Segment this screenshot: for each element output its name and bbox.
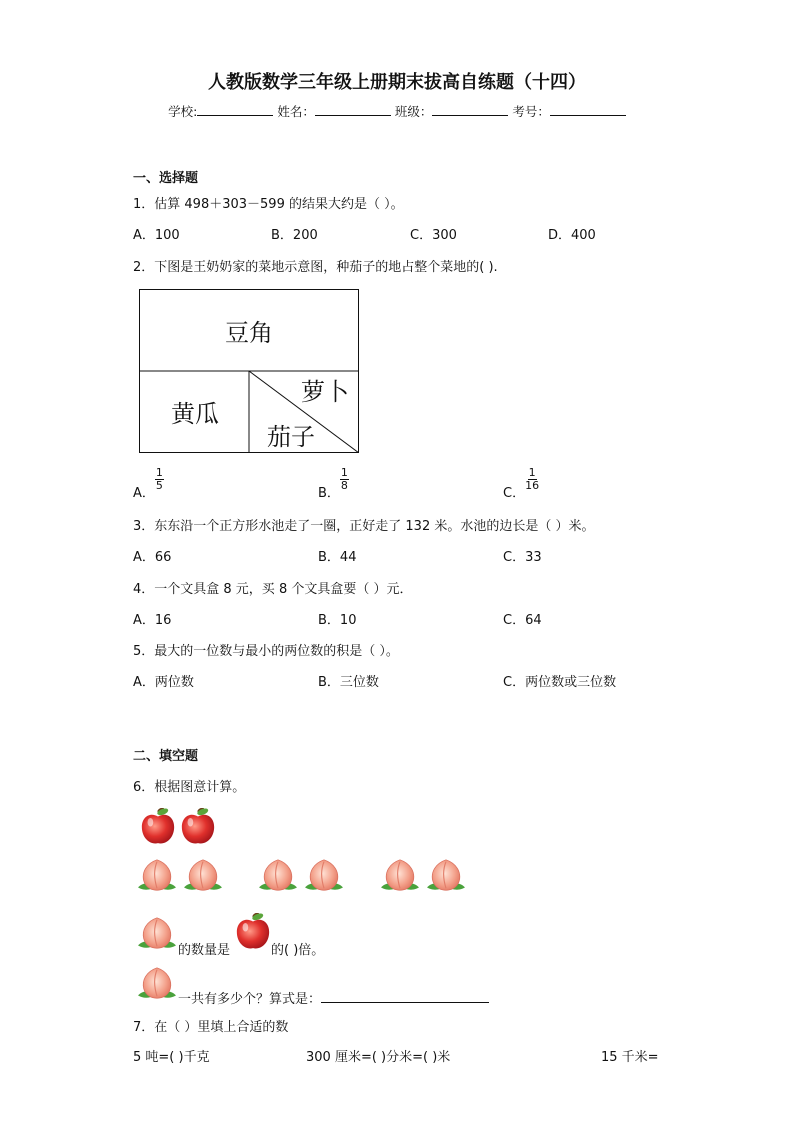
q6-text: 6．根据图意计算。 [133,780,246,795]
garden-label-radish: 萝卜 [301,378,349,406]
exam-no-blank[interactable] [550,103,626,116]
q1-text: 1．估算 498＋303－599 的结果大约是（ ）。 [133,197,404,212]
q3-option-a[interactable]: A．66 [133,550,172,565]
q3-text: 3．东东沿一个正方形水池走了一圈，正好走了 132 米。水池的边长是（ ）米。 [133,519,595,534]
q3-option-c[interactable]: C．33 [503,550,542,565]
q6-line1-end[interactable]: 的( )倍。 [271,943,325,958]
q6-line1-mid: 的数量是 [178,943,231,958]
q2-option-a-den: 5 [155,479,163,492]
q1-option-d[interactable]: D．400 [548,228,596,243]
q6-line2 [178,988,489,1007]
q2-option-c-den: 16 [525,479,540,492]
q5-text: 5．最大的一位数与最小的两位数的积是（ ）。 [133,644,399,659]
peach-group-3 [378,856,470,898]
vegetable-garden-diagram [139,289,359,453]
garden-label-cucumber: 黄瓜 [171,400,219,428]
name-label: 姓名： [277,104,315,119]
peach-icon-pair [378,856,470,894]
apple-group [139,808,219,852]
q3-option-b[interactable]: B．44 [318,550,357,565]
name-blank[interactable] [315,103,391,116]
q5-option-c[interactable]: C．两位数或三位数 [503,675,617,690]
class-blank[interactable] [432,103,508,116]
peach-group-1 [135,856,227,898]
q4-option-b[interactable]: B．10 [318,613,357,628]
section2-title: 二、填空题 [133,749,199,764]
page-title: 人教版数学三年级上册期末拔高自练题（十四） [208,72,586,93]
q4-option-a[interactable]: A．16 [133,613,172,628]
peach-icon [135,964,179,1006]
q2-option-a-label: A． [133,486,155,501]
q2-option-c[interactable] [503,467,539,501]
student-info-line [0,102,794,120]
q2-option-c-num: 1 [528,466,536,479]
school-blank[interactable] [197,103,273,116]
q7-item-3[interactable]: 15 千米= [601,1050,659,1065]
q1-option-b[interactable]: B．200 [271,228,318,243]
school-label: 学校: [168,104,198,119]
q2-option-b-den: 8 [340,479,348,492]
q1-option-c[interactable]: C．300 [410,228,457,243]
q2-option-b[interactable] [318,467,349,501]
q1-option-a[interactable]: A．100 [133,228,180,243]
q7-item-1[interactable]: 5 吨=( )千克 [133,1050,210,1065]
garden-label-eggplant: 茄子 [267,423,315,451]
formula-answer-blank[interactable] [321,990,489,1003]
peach-icon-pair [256,856,348,894]
peach-icon-pair [135,856,227,894]
apple-icon-pair [139,808,219,848]
section1-title: 一、选择题 [133,171,199,186]
q2-option-b-label: B． [318,486,340,501]
q4-text: 4．一个文具盒 8 元，买 8 个文具盒要（ ）元． [133,582,413,597]
q2-option-a[interactable] [133,467,164,501]
q7-item-2[interactable]: 300 厘米=( )分米=( )米 [306,1050,451,1065]
q5-option-b[interactable]: B．三位数 [318,675,379,690]
q4-option-c[interactable]: C．64 [503,613,542,628]
exam-no-label: 考号： [512,104,550,119]
q2-option-c-label: C． [503,486,526,501]
q5-option-a[interactable]: A．两位数 [133,675,194,690]
garden-label-beans: 豆角 [225,319,273,347]
q2-text: 2．下图是王奶奶家的菜地示意图，种茄子的地占整个菜地的( ). [133,260,498,275]
peach-group-2 [256,856,348,898]
q6-line2-text: 一共有多少个？算式是： [178,992,322,1007]
q2-option-b-num: 1 [340,466,348,479]
apple-icon [234,913,272,955]
class-label: 班级： [394,104,433,119]
q7-text: 7．在（ ）里填上合适的数 [133,1020,289,1035]
peach-icon [135,914,179,956]
q2-option-a-num: 1 [155,466,163,479]
